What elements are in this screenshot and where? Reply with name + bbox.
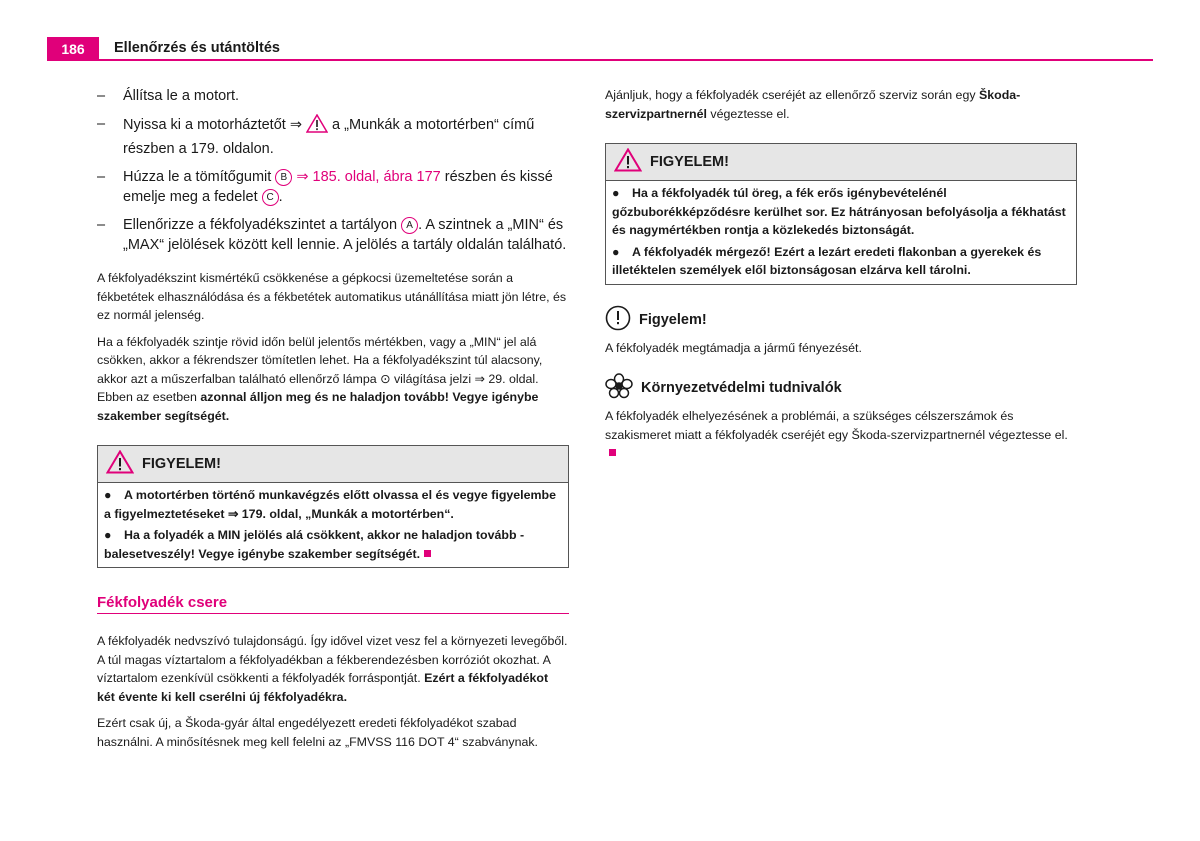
environment-text: A fékfolyadék elhelyezésének a problémái, a szükséges célszerszámok és szakismeret miatt a fékfolyadék cseréjét egy Škoda-szervizpartnernél végeztesse el. (605, 407, 1077, 463)
caution-note (605, 305, 1077, 358)
paragraph-leak: Ha a fékfolyadék szintje rövid időn belül jelentős mértékben, vagy a „MIN“ jel alá csökken, akkor a fékrendszer tömítetlen lehet. Ha a fékfolyadékszint túl alacsony, akkor azt a műszerfalban található ellenőrző lámpa ⊙ világítása jelzi ⇒ 29. oldal. Ebben az esetben azonnal álljon meg és ne haladjon tovább! Vegye igénybe szakember segítségét. (97, 334, 543, 423)
brake-lamp-icon: ⊙ (380, 371, 391, 386)
caution-text: A fékfolyadék megtámadja a jármű fényezését. (605, 340, 862, 355)
right-column (605, 86, 1077, 471)
step-3: – Húzza le a tömítőgumit B ⇒ 185. oldal, ábra 177 részben és kissé emelje meg a fedelet C . (97, 169, 553, 205)
warning-triangle-icon (614, 148, 642, 177)
page-number: 186 (47, 37, 99, 61)
chapter-title: Ellenőrzés és utántöltés (114, 40, 280, 56)
warning-item: ● A fékfolyadék mérgező! Ezért a lezárt eredeti flakonban a gyerekek és illetéktelen személyek elől biztonságosan elzárva kell tárolni. (612, 244, 1042, 277)
label-a-icon: A (401, 217, 418, 234)
step-2: – Nyissa ki a motorháztetőt ⇒ a „Munkák a motortérben“ című részben a 179. oldalon. (97, 116, 535, 157)
warning-item: ● Ha a folyadék a MIN jelölés alá csökkent, akkor ne haladjon tovább - balesetveszély! Vegye igénybe szakember segítségét. (104, 528, 525, 561)
exclamation-circle-icon (605, 305, 631, 335)
step-text: a „Munkák a motortérben“ című részben a 179. oldalon. (123, 117, 535, 157)
header-rule (47, 59, 1153, 61)
flower-icon (605, 373, 633, 403)
warning-box-left (97, 445, 569, 568)
label-c-icon: C (262, 189, 279, 206)
step-4: – Ellenőrizze a fékfolyadékszintet a tartályon A . A szintnek a „MIN“ és „MAX“ jelölések között kell lennie. A jelölés a tartály oldalán található. (97, 217, 567, 253)
warning-header (606, 144, 1076, 181)
step-text: Nyissa ki a motorháztetőt ⇒ (123, 117, 302, 133)
paragraph-approved-fluid: Ezért csak új, a Škoda-gyár által engedélyezett eredeti fékfolyadékot szabad használni. A minősítésnek meg kell felelni az „FMVSS 116 DOT 4“ szabványnak. (97, 716, 538, 749)
warning-item: ● A motortérben történő munkavégzés előtt olvassa el és vegye figyelembe a figyelmeztetéseket ⇒ 179. oldal, „Munkák a motortérben“. (104, 488, 556, 521)
warning-triangle-icon (106, 450, 134, 479)
step-text: Állítsa le a motort. (123, 88, 240, 104)
step-text: Húzza le a tömítőgumit (123, 169, 272, 185)
left-column (97, 86, 569, 759)
page-header (47, 37, 1153, 61)
step-1: – Állítsa le a motort. (97, 88, 240, 104)
warning-title: FIGYELEM! (650, 154, 729, 170)
label-b-icon: B (275, 169, 292, 186)
warning-header (98, 446, 568, 483)
paragraph-hygroscopic: A fékfolyadék nedvszívó tulajdonságú. Így idővel vizet vesz fel a környezeti levegőből. A túl magas víztartalom a fékfolyadékban a fékberendezésben korróziót okozhat. A víztartalom ezenkívül csökkenti a fékfolyadék forráspontját. Ezért a fékfolyadékot két évente ki kell cserélni új fékfolyadékra. (97, 634, 568, 704)
caution-header (605, 305, 1077, 335)
warning-title: FIGYELEM! (142, 456, 221, 472)
figure-link[interactable]: ⇒ 185. oldal, ábra 177 (296, 169, 441, 185)
section-heading: Fékfolyadék csere (97, 594, 569, 614)
caution-title: Figyelem! (639, 311, 707, 328)
end-marker-icon (424, 550, 431, 557)
warning-box-right (605, 143, 1077, 285)
end-marker-icon (609, 449, 616, 456)
paragraph-level-drop: A fékfolyadékszint kismértékű csökkenése a gépkocsi üzemeltetése során a fékbetétek elhasználódása és a fékbetétek automatikus utánállítása miatt jön létre, és ez normál jelenség. (97, 271, 567, 322)
step-text: részben és kissé emelje meg a fedelet (123, 169, 553, 205)
environment-header (605, 373, 1077, 403)
paragraph-service: Ajánljuk, hogy a fékfolyadék cseréjét az ellenőrző szerviz során egy Škoda-szervizpartnernél végeztesse el. (605, 88, 1021, 121)
warning-triangle-icon (306, 114, 328, 139)
warning-item: ● Ha a fékfolyadék túl öreg, a fék erős igénybevételénél gőzbuborékképződésre kerülhet sor. Ez hátrányosan befolyásolja a fékhatást és nagymértékben rontja a közlekedés biztonságát. (612, 186, 1066, 237)
step-text: Ellenőrizze a fékfolyadékszintet a tartályon (123, 217, 398, 233)
step-text: . A szintnek a „MIN“ és „MAX“ jelölések között kell lennie. A jelölés a tartály oldalán található. (123, 217, 567, 253)
environment-title: Környezetvédelmi tudnivalók (641, 380, 842, 396)
environment-note (605, 373, 1077, 463)
